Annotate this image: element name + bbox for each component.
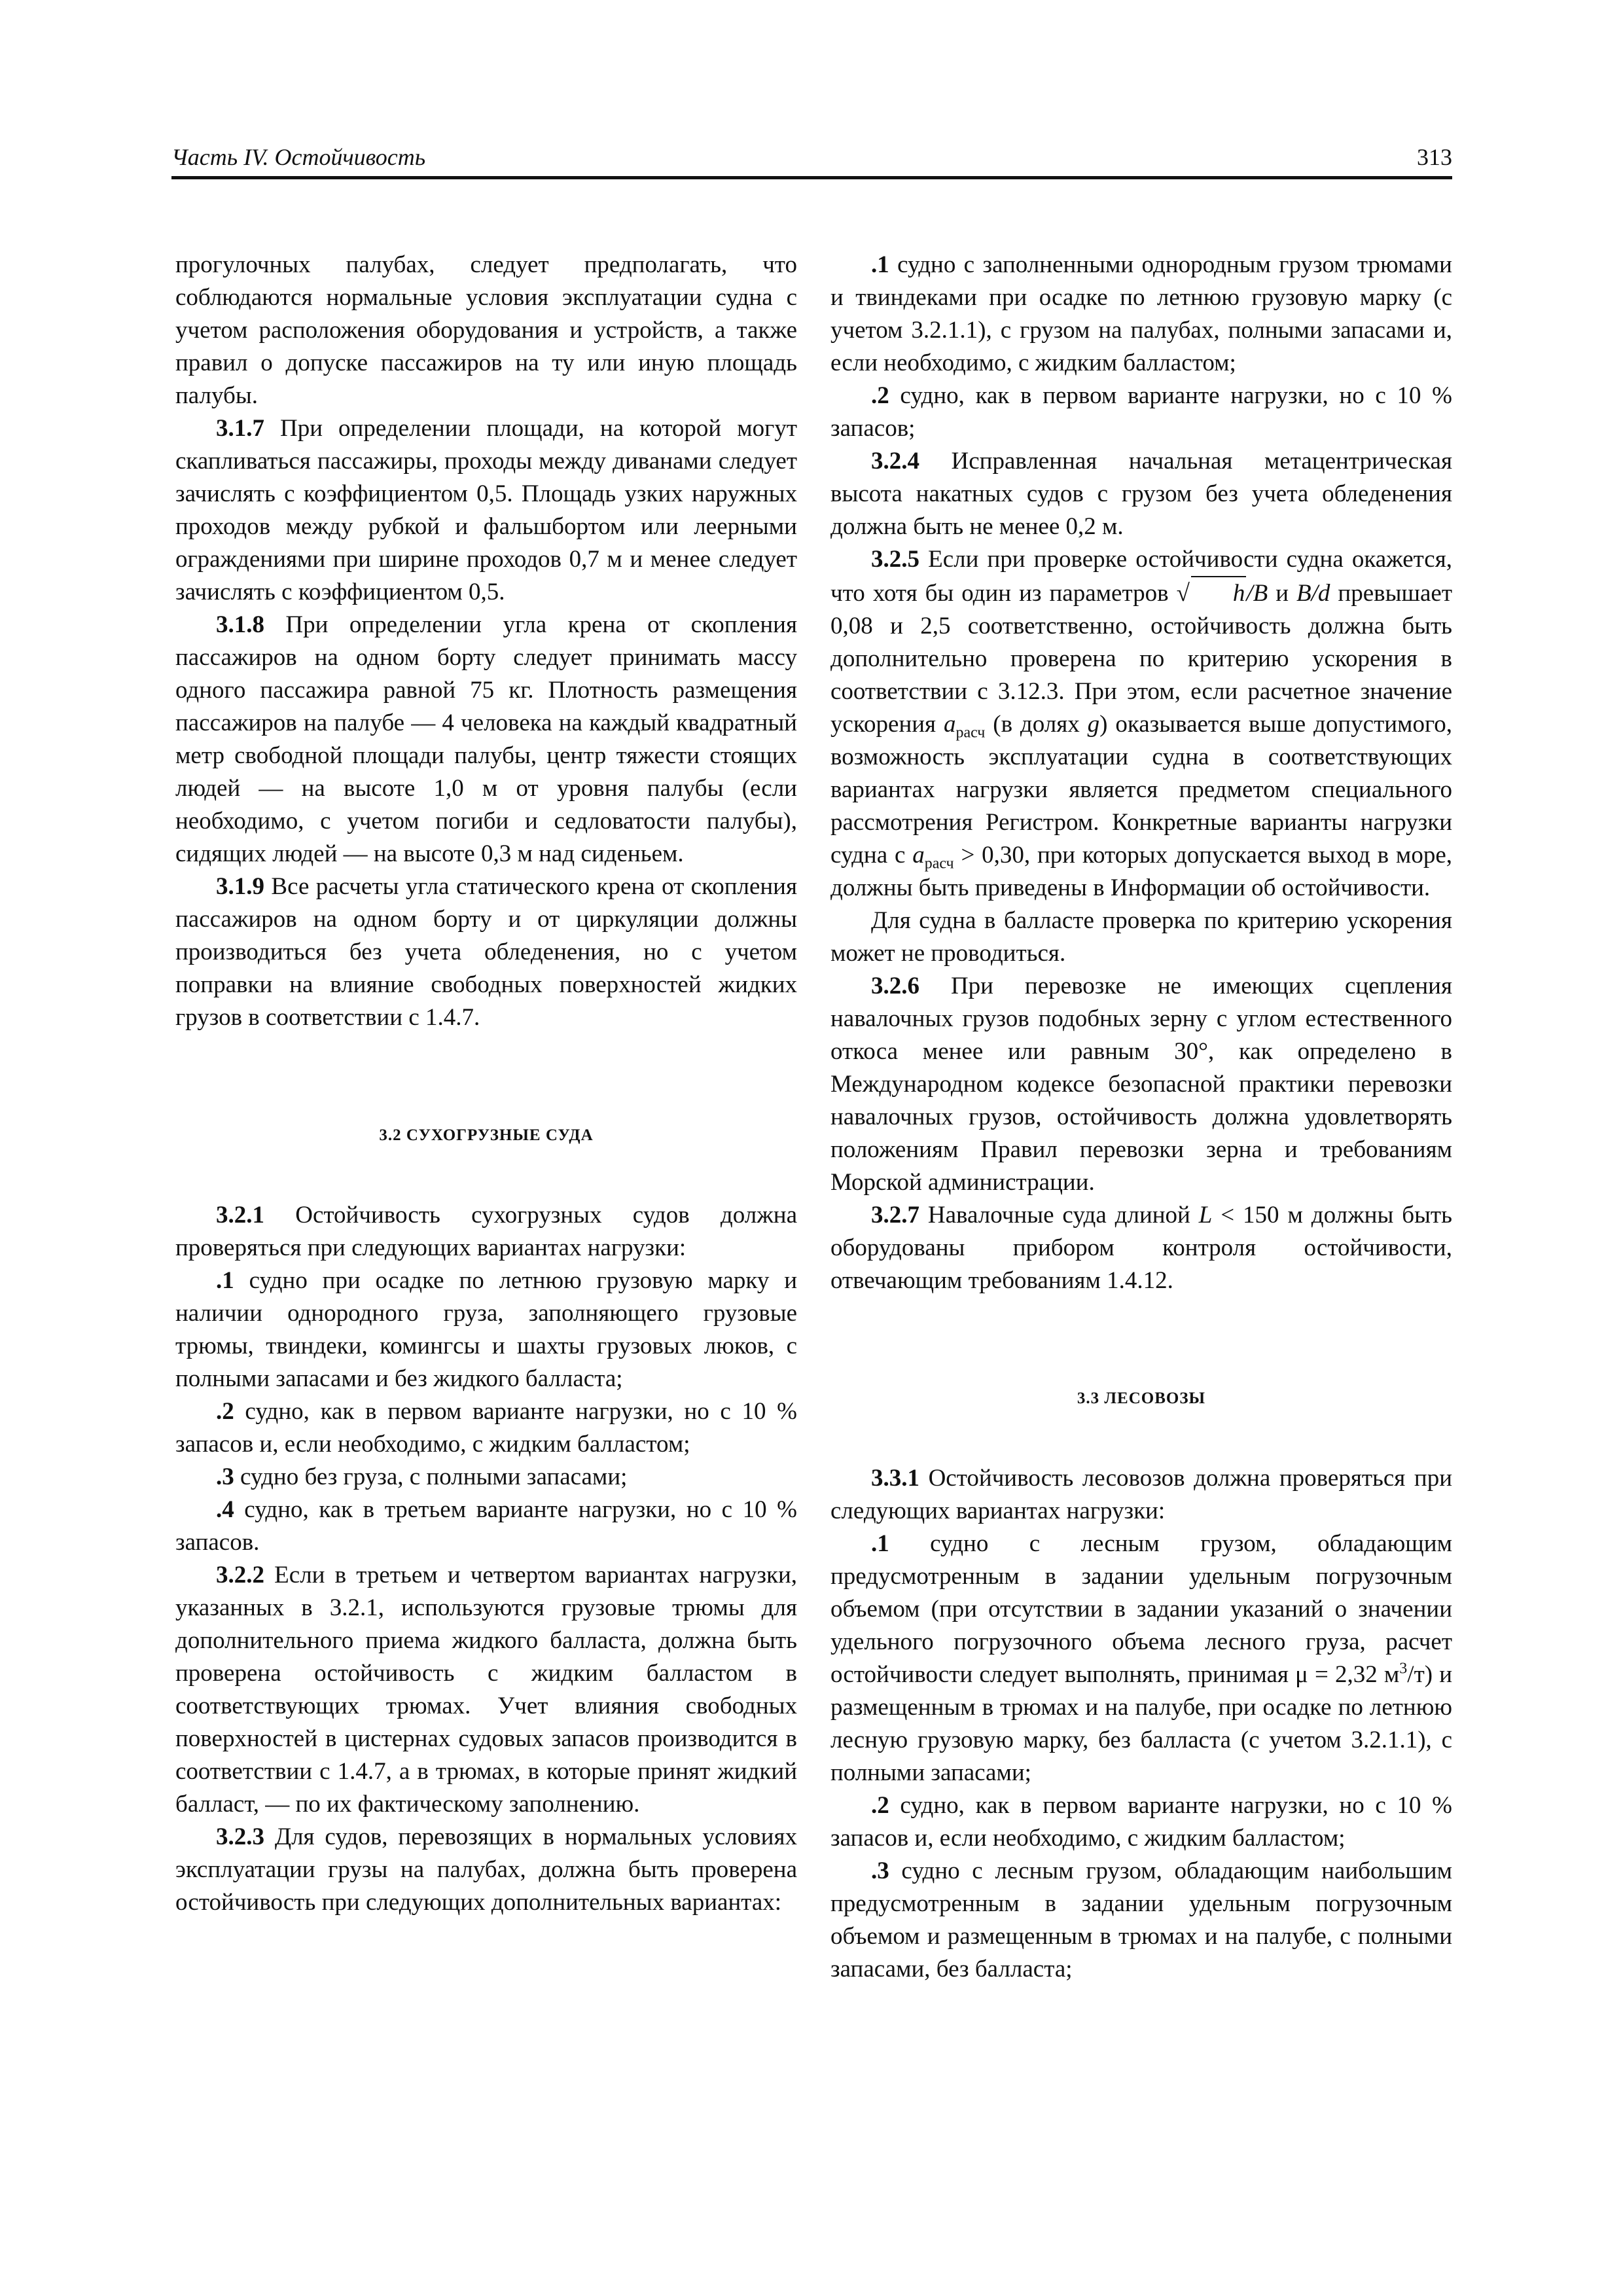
- clause-number: 3.2.7: [871, 1202, 919, 1229]
- clause-text: При перевозке не имеющих сцепления навалочных грузов подобных зерну с углом естественного откоса менее или равным 30°, как определено в Международном кодексе безопасной практики перевозки навалочных грузов, остойчивость должна удовлетворять положениям Правил перевозки зерна и требованиям Морской администрации.: [830, 973, 1452, 1196]
- clause-text: (в долях: [985, 711, 1088, 738]
- clause-text: ) оказывается выше допустимого, возможность эксплуатации судна в соответствующих вариантах нагрузки является предметом специального рассмотрения Регистром. Конкретные варианты нагрузки судна с: [830, 711, 1452, 869]
- clause-number: 3.2.4: [871, 448, 919, 475]
- running-title: Часть IV. Остойчивость: [171, 144, 426, 170]
- list-item: [830, 1528, 1452, 1789]
- clause-text: Если при проверке остойчивости судна окажется, что хотя бы один из параметров: [830, 546, 1452, 607]
- paragraph-3-1-9: [175, 870, 797, 1034]
- clause-number: 3.3.1: [871, 1465, 919, 1492]
- item-text: судно без груза, с полными запасами;: [234, 1463, 628, 1490]
- math-over-b: /B: [1246, 580, 1268, 607]
- item-text: судно с лесным грузом, обладающим наибольшим предусмотренным в задании удельным погрузочным объемом и размещенным в трюмах и на палубе, с полными запасами, без балласта;: [830, 1857, 1452, 1982]
- math-a-subscript: расч: [924, 855, 954, 872]
- item-number: .3: [216, 1463, 234, 1490]
- math-sqrt-sign: √: [1176, 580, 1190, 607]
- section-heading-3-2: 3.2 СУХОГРУЗНЫЕ СУДА: [379, 1126, 594, 1144]
- item-number: .2: [871, 382, 889, 409]
- paragraph: прогулочных палубах, следует предполагать, что соблюдаются нормальные условия эксплуатации судна с учетом расположения оборудования и устройств, а также правил о допуске пассажиров на ту или иную площадь палубы.: [175, 251, 797, 409]
- header-rule: [171, 176, 1452, 179]
- clause-number: 3.2.5: [871, 546, 919, 573]
- item-number: .1: [871, 1530, 889, 1557]
- item-number: .1: [216, 1267, 234, 1294]
- superscript: 3: [1399, 1660, 1408, 1677]
- clause-text: > 0,30, при которых допускается выход в море, должны быть приведены в Информации об остойчивости.: [830, 842, 1452, 901]
- clause-text: Для судов, перевозящих в нормальных условиях эксплуатации грузы на палубах, должна быть проверена остойчивость при следующих дополнительных вариантах:: [175, 1823, 797, 1916]
- clause-number: 3.1.7: [216, 415, 264, 442]
- clause-number: 3.1.9: [216, 873, 264, 900]
- item-text: судно, как в первом варианте нагрузки, но с 10 % запасов;: [830, 382, 1452, 442]
- paragraph-3-3-1: [830, 1462, 1452, 1528]
- list-item: [175, 1265, 797, 1395]
- math-sqrt-h: h: [1191, 576, 1247, 610]
- paragraph-3-1-8: [175, 609, 797, 870]
- page-header: [171, 141, 1452, 180]
- paragraph-3-2-6: [830, 970, 1452, 1199]
- item-text: судно с заполненными однородным грузом трюмами и твиндеками при осадке по летнюю грузовую марку (с учетом 3.2.1.1), с грузом на палубах, полными запасами и, если необходимо, с жидким балластом;: [830, 251, 1452, 376]
- item-number: .4: [216, 1496, 234, 1523]
- list-item: [175, 1395, 797, 1461]
- clause-text: < 150 м должны быть оборудованы прибором контроля остойчивости, отвечающим требованиям 1.4.12.: [830, 1202, 1452, 1294]
- paragraph-3-2-4: [830, 445, 1452, 543]
- clause-text: Исправленная начальная метацентрическая высота накатных судов с грузом без учета обледенения должна быть не менее 0,2 м.: [830, 448, 1452, 540]
- clause-text: Если в третьем и четвертом вариантах нагрузки, указанных в 3.2.1, используются грузовые трюмы для дополнительного приема жидкого балласта, должна быть проверена остойчивость с жидким балластом в соответствующих трюмах. Учет влияния свободных поверхностей в цистернах судовых запасов производится в соответствии с 1.4.7, а в трюмах, в которые принят жидкий балласт, — по их фактическому заполнению.: [175, 1562, 797, 1818]
- item-text: судно с лесным грузом, обладающим предусмотренным в задании удельным погрузочным объемом (при отсутствии в задании указаний о значении удельного погрузочного объема лесного груза, расчет остойчивости следует выполнять, принимая μ = 2,32 м: [830, 1530, 1452, 1688]
- clause-number: 3.2.6: [871, 973, 919, 999]
- list-item: [830, 1855, 1452, 1986]
- math-l: L: [1198, 1202, 1213, 1229]
- clause-text: превышает 0,08 и 2,5 соответственно, остойчивость должна быть дополнительно проверена по критерию ускорения в соответствии с 3.12.3. При этом, если расчетное значение ускорения: [830, 580, 1452, 738]
- item-text: судно, как в третьем варианте нагрузки, но с 10 % запасов.: [175, 1496, 797, 1556]
- clause-number: 3.2.3: [216, 1823, 264, 1850]
- list-item: [830, 1789, 1452, 1855]
- list-item: [175, 1461, 797, 1494]
- paragraph-3-2-1: [175, 1199, 797, 1265]
- list-item: [830, 249, 1452, 380]
- clause-text: и: [1268, 580, 1297, 607]
- clause-text: При определении площади, на которой могут скапливаться пассажиры, проходы между диванами следует зачислять с коэффициентом 0,5. Площадь узких наружных проходов между рубкой и фальшбортом или леерными ограждениями при ширине проходов 0,7 м и менее следует зачислять с коэффициентом 0,5.: [175, 415, 797, 605]
- paragraph-3-2-3: [175, 1821, 797, 1919]
- item-number: .2: [871, 1792, 889, 1819]
- math-a: a: [912, 842, 925, 869]
- paragraph-3-2-2: [175, 1559, 797, 1821]
- item-text: судно, как в первом варианте нагрузки, но с 10 % запасов и, если необходимо, с жидким балластом;: [830, 1792, 1452, 1852]
- item-number: .1: [871, 251, 889, 278]
- item-text: /т) и размещенным в трюмах и на палубе, при осадке по летнюю лесную грузовую марку, без балласта (с учетом 3.2.1.1), с полными запасами;: [830, 1661, 1452, 1786]
- paragraph-3-2-5: [830, 543, 1452, 905]
- item-text: судно при осадке по летнюю грузовую марку и наличии однородного груза, заполняющего грузовые трюмы, твиндеки, комингсы и шахты грузовых люков, с полными запасами и без жидкого балласта;: [175, 1267, 797, 1392]
- list-item: [175, 1494, 797, 1559]
- section-heading-3-3: 3.3 ЛЕСОВОЗЫ: [1077, 1390, 1206, 1407]
- page-number: 313: [1417, 144, 1452, 170]
- clause-number: 3.2.2: [216, 1562, 264, 1588]
- item-text: судно, как в первом варианте нагрузки, но с 10 % запасов и, если необходимо, с жидким балластом;: [175, 1398, 797, 1458]
- list-item: [830, 380, 1452, 445]
- paragraph-3-2-7: [830, 1199, 1452, 1297]
- clause-text: Все расчеты угла статического крена от скопления пассажиров на одном борту и от циркуляции должны производиться без учета обледенения, но с учетом поправки на влияние свободных поверхностей жидких грузов в соответствии с 1.4.7.: [175, 873, 797, 1031]
- item-number: .2: [216, 1398, 234, 1425]
- math-a-subscript: расч: [955, 724, 986, 742]
- clause-number: 3.1.8: [216, 611, 264, 638]
- paragraph: Для судна в балласте проверка по критерию ускорения может не проводиться.: [830, 907, 1452, 967]
- item-number: .3: [871, 1857, 889, 1884]
- math-g: g: [1087, 711, 1100, 738]
- math-a: a: [943, 711, 956, 738]
- paragraph-3-1-7: [175, 412, 797, 609]
- clause-text: Остойчивость сухогрузных судов должна проверяться при следующих вариантах нагрузки:: [175, 1202, 797, 1261]
- clause-text: Остойчивость лесовозов должна проверяться при следующих вариантах нагрузки:: [830, 1465, 1452, 1524]
- clause-number: 3.2.1: [216, 1202, 264, 1229]
- math-b-over-d: B/d: [1296, 580, 1330, 607]
- right-column: [830, 249, 1452, 1986]
- left-column: [175, 249, 797, 1919]
- clause-text: При определении угла крена от скопления пассажиров на одном борту следует принимать массу одного пассажира равной 75 кг. Плотность размещения пассажиров на палубе — 4 человека на каждый квадратный метр свободной площади палубы, центр тяжести стоящих людей — на высоте 1,0 м от уровня палубы (если необходимо, с учетом погиби и седловатости палубы), сидящих людей — на высоте 0,3 м над сиденьем.: [175, 611, 797, 867]
- clause-text: Навалочные суда длиной: [919, 1202, 1199, 1229]
